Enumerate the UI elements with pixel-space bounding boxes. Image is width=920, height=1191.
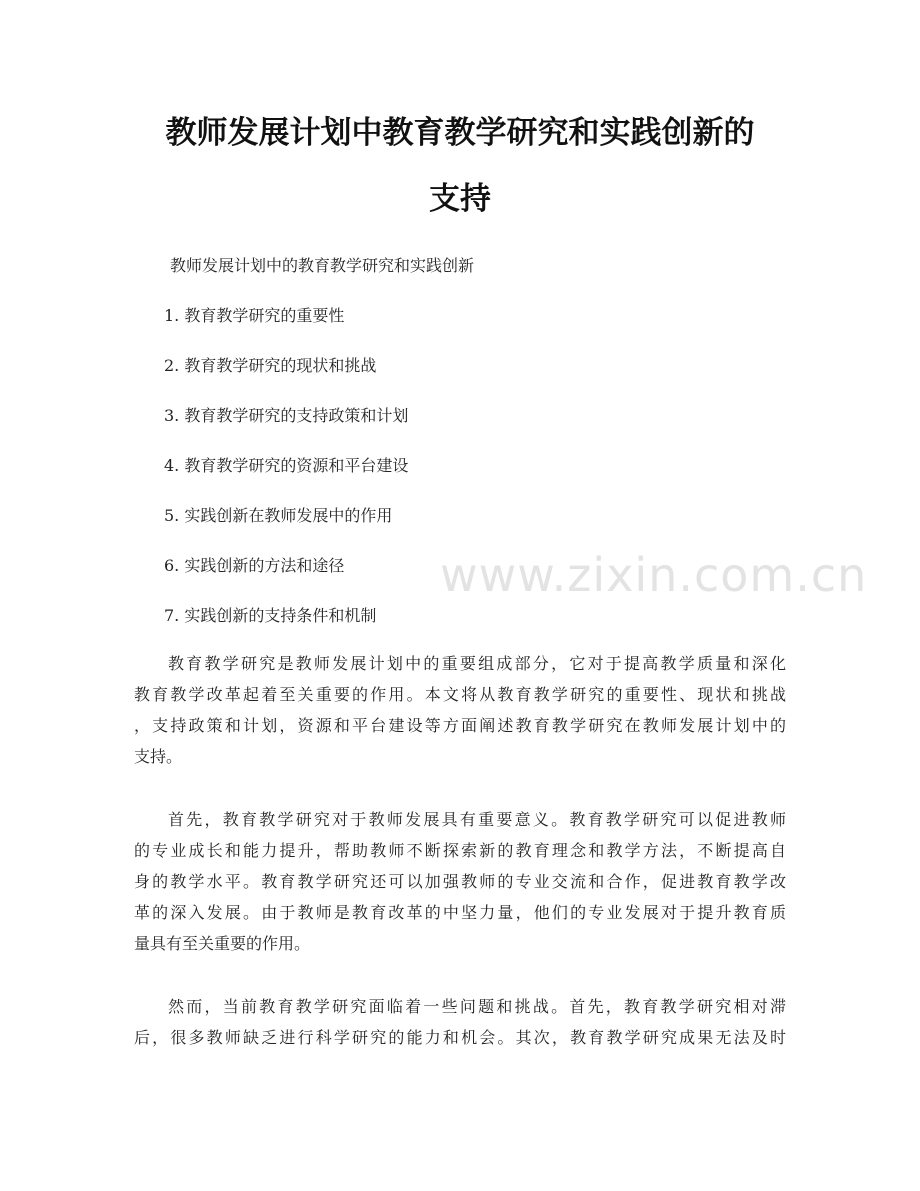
watermark-text: www.zixin.com.cn bbox=[440, 548, 868, 602]
paragraph-line: 然而，当前教育教学研究面临着一些问题和挑战。首先，教育教学研究相对滞 bbox=[168, 997, 786, 1016]
paragraph-2 bbox=[134, 804, 786, 959]
paragraph-line: 量具有至关重要的作用。 bbox=[134, 934, 311, 953]
paragraph-line: 的专业成长和能力提升，帮助教师不断探索新的教育理念和教学方法，不断提高自 bbox=[134, 841, 786, 860]
toc-item-3: 3. 教育教学研究的支持政策和计划 bbox=[164, 406, 409, 425]
paragraph-line: 首先，教育教学研究对于教师发展具有重要意义。教育教学研究可以促进教师 bbox=[168, 810, 786, 829]
toc-item-2: 2. 教育教学研究的现状和挑战 bbox=[164, 356, 377, 375]
title-line-2: 支持 bbox=[429, 181, 491, 217]
toc-item-4: 4. 教育教学研究的资源和平台建设 bbox=[164, 456, 409, 475]
paragraph-line: 支持。 bbox=[134, 747, 183, 766]
paragraph-line: 革的深入发展。由于教师是教育改革的中坚力量，他们的专业发展对于提升教育质 bbox=[134, 903, 786, 922]
paragraph-line: 身的教学水平。教育教学研究还可以加强教师的专业交流和合作，促进教育教学改 bbox=[134, 872, 786, 891]
toc-item-7: 7. 实践创新的支持条件和机制 bbox=[164, 606, 377, 625]
paragraph-line: ，支持政策和计划，资源和平台建设等方面阐述教育教学研究在教师发展计划中的 bbox=[134, 716, 786, 735]
toc-item-5: 5. 实践创新在教师发展中的作用 bbox=[164, 506, 393, 525]
paragraph-line: 教育教学改革起着至关重要的作用。本文将从教育教学研究的重要性、现状和挑战 bbox=[134, 685, 786, 704]
paragraph-1 bbox=[134, 648, 786, 772]
paragraph-line: 教育教学研究是教师发展计划中的重要组成部分，它对于提高教学质量和深化 bbox=[168, 654, 786, 673]
document-title bbox=[130, 100, 790, 232]
toc-item-6: 6. 实践创新的方法和途径 bbox=[164, 556, 345, 575]
paragraph-line: 后，很多教师缺乏进行科学研究的能力和机会。其次，教育教学研究成果无法及时 bbox=[134, 1028, 786, 1047]
paragraph-3 bbox=[134, 991, 786, 1053]
toc-item-1: 1. 教育教学研究的重要性 bbox=[164, 306, 345, 325]
intro-heading: 教师发展计划中的教育教学研究和实践创新 bbox=[170, 256, 475, 275]
title-line-1: 教师发展计划中教育教学研究和实践创新的 bbox=[165, 115, 755, 151]
